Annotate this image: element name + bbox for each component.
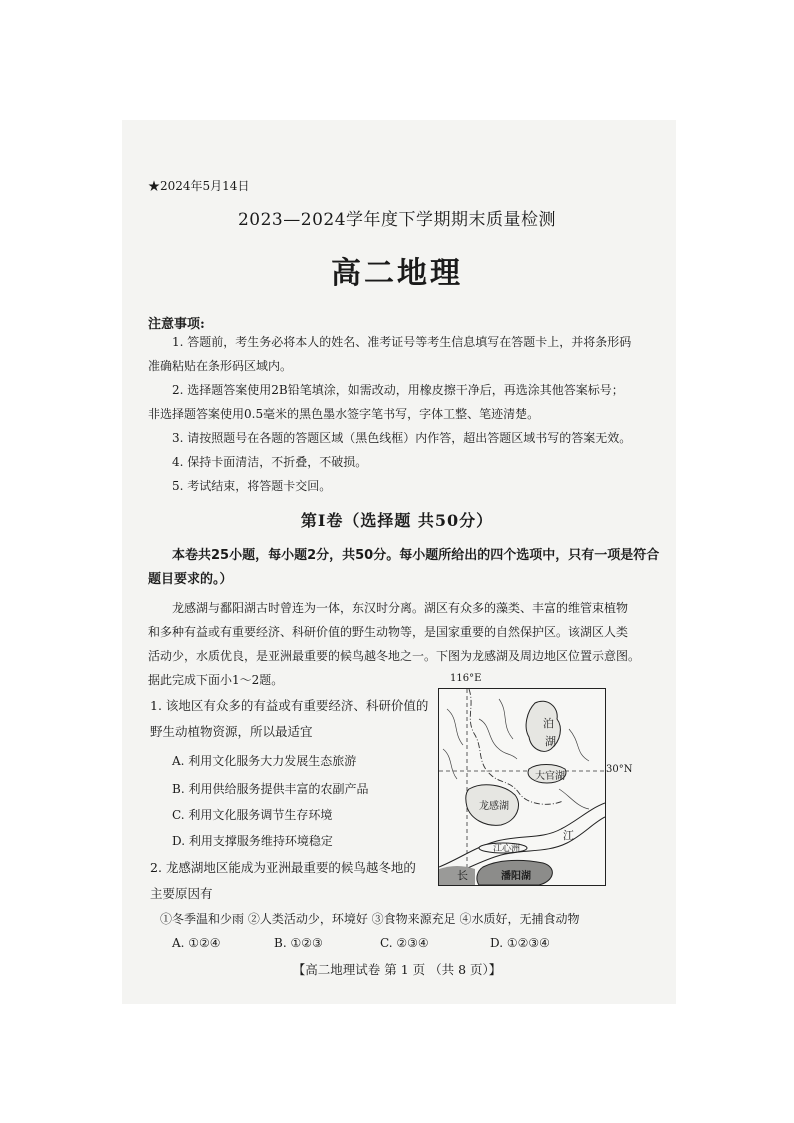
lake-label: 龙感湖 bbox=[479, 801, 509, 812]
passage-line: 和多种有益或有重要经济、科研价值的野生动物等，是国家重要的自然保护区。该湖区人类 bbox=[148, 625, 629, 639]
section-heading: 第Ⅰ卷（选择题 共50分） bbox=[300, 511, 494, 530]
exam-date: ★2024年5月14日 bbox=[148, 179, 250, 193]
question-2-option-d: D. ①②③④ bbox=[490, 936, 550, 950]
lake-label: 潘阳湖 bbox=[501, 871, 531, 882]
page-footer: 【高二地理试卷 第 1 页 （共 8 页）】 bbox=[292, 962, 502, 977]
map-drawing bbox=[439, 689, 605, 885]
question-1-stem: 野生动植物资源，所以最适宜 bbox=[150, 724, 313, 739]
map-latitude-label: 30°N bbox=[606, 764, 633, 775]
notice-item: 准确粘贴在条形码区域内。 bbox=[148, 359, 293, 373]
notice-item: 5. 考试结束，将答题卡交回。 bbox=[172, 479, 332, 493]
lake-label: 泊 bbox=[543, 717, 554, 730]
lake-label: 江心洲 bbox=[493, 844, 521, 854]
question-1-option-b: B. 利用供给服务提供丰富的农副产品 bbox=[172, 782, 369, 796]
notice-item: 1. 答题前，考生务必将本人的姓名、准考证号等考生信息填写在答题卡上，并将条形码 bbox=[172, 335, 632, 349]
map-longitude-label: 116°E bbox=[450, 673, 482, 684]
lake-label: 大官湖 bbox=[535, 771, 565, 782]
lake-label: 湖 bbox=[545, 735, 556, 748]
question-2-stem: 2. 龙感湖地区能成为亚洲最重要的候鸟越冬地的 bbox=[150, 860, 416, 875]
question-1-option-c: C. 利用文化服务调节生存环境 bbox=[172, 808, 333, 822]
question-1-option-a: A. 利用文化服务大力发展生态旅游 bbox=[172, 754, 357, 768]
question-2-statements: ①冬季温和少雨 ②人类活动少，环境好 ③食物来源充足 ④水质好，无捕食动物 bbox=[160, 912, 580, 926]
question-2-option-a: A. ①②④ bbox=[172, 936, 221, 950]
section-intro: 本卷共25小题，每小题2分，共50分。每小题所给出的四个选项中，只有一项是符合 bbox=[172, 548, 660, 563]
terrain-lines bbox=[443, 699, 589, 779]
question-2-option-b: B. ①②③ bbox=[274, 936, 323, 950]
notice-item: 3. 请按照题号在各题的答题区域（黑色线框）内作答，超出答题区域书写的答案无效。 bbox=[172, 431, 632, 445]
passage-line: 龙感湖与鄱阳湖古时曾连为一体，东汉时分离。湖区有众多的藻类、丰富的维管束植物 bbox=[172, 601, 629, 615]
exam-title: 高二地理 bbox=[331, 256, 463, 291]
passage-line: 据此完成下面小1～2题。 bbox=[148, 673, 284, 687]
question-1-stem: 1. 该地区有众多的有益或有重要经济、科研价值的 bbox=[150, 698, 429, 713]
river-label: 长 bbox=[457, 869, 468, 882]
notice-heading: 注意事项: bbox=[148, 317, 205, 332]
question-2-stem: 主要原因有 bbox=[150, 886, 213, 901]
location-map bbox=[438, 688, 606, 886]
exam-subtitle: 2023—2024学年度下学期期末质量检测 bbox=[237, 210, 557, 230]
question-1-option-d: D. 利用支撑服务维持环境稳定 bbox=[172, 834, 333, 848]
river-label: 江 bbox=[563, 829, 574, 842]
passage-line: 活动少，水质优良，是亚洲最重要的候鸟越冬地之一。下图为龙感湖及周边地区位置示意图。 bbox=[148, 649, 641, 663]
question-2-option-c: C. ②③④ bbox=[380, 936, 429, 950]
section-intro: 题目要求的。） bbox=[148, 572, 233, 587]
notice-item: 2. 选择题答案使用2B铅笔填涂，如需改动，用橡皮擦干净后，再选涂其他答案标号； bbox=[172, 383, 624, 397]
notice-item: 非选择题答案使用0.5毫米的黑色墨水签字笔书写，字体工整、笔迹清楚。 bbox=[148, 407, 540, 421]
notice-item: 4. 保持卡面清洁，不折叠，不破损。 bbox=[172, 455, 368, 469]
